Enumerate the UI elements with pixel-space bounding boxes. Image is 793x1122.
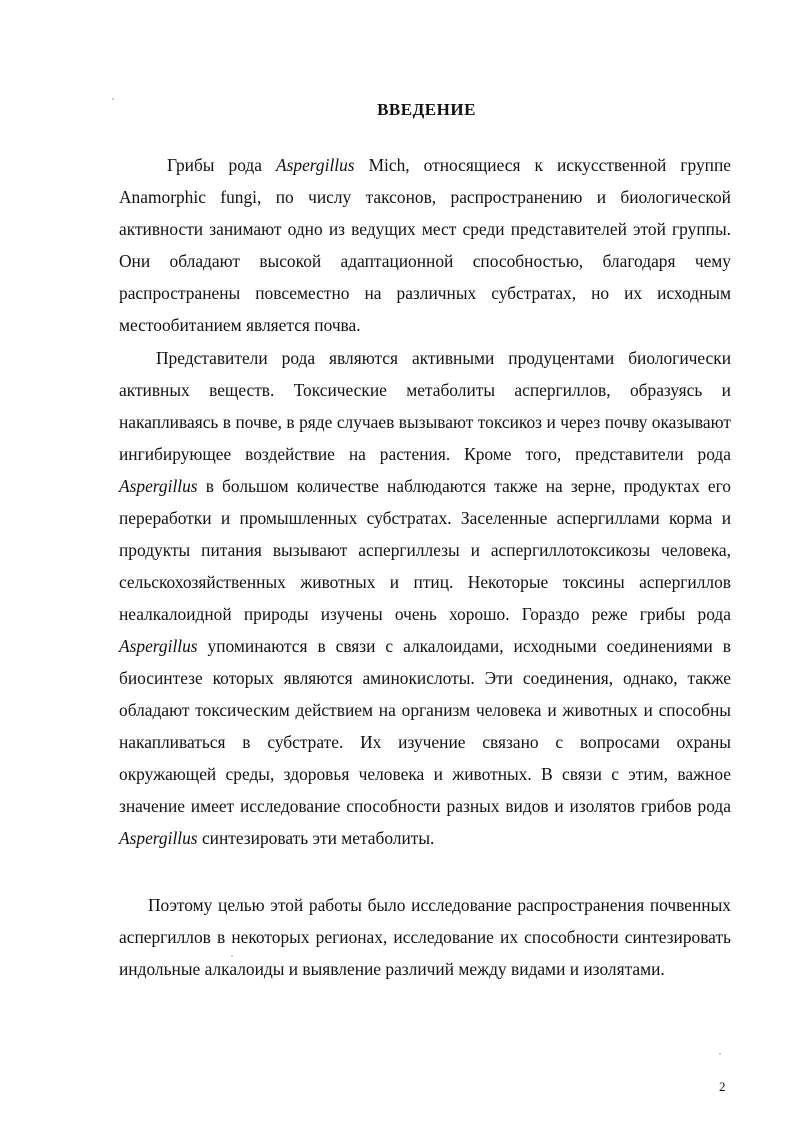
genus-name-italic: Aspergillus [119, 636, 198, 656]
scan-artifact-dot [231, 955, 233, 957]
paragraph-1-run: Mich, относящиеся к искусственной группе Anamorphic fungi, по числу таксонов, распространению и биологической активности занимают одно из ведущих мест среди представителей этой группы. Они обладают высокой адаптационной способностью, благодаря чему распространены повсеместно на различных субстратах, но их исходным местообитанием является почва. [119, 155, 731, 335]
page-title: ВВЕДЕНИЕ [377, 100, 476, 119]
paragraph-goal [119, 889, 731, 985]
genus-name-italic: Aspergillus [275, 155, 355, 175]
paragraph-2-text [119, 342, 731, 854]
scan-artifact-dot [719, 1053, 721, 1055]
paragraph-metabolites [119, 342, 731, 854]
paragraph-2-run: упоминаются в связи с алкалоидами, исходными соединениями в биосинтезе которых являются аминокислоты. Эти соединения, однако, также обладают токсическим действием на организм человека и животных и способны накапливаться в субстрате. Их изучение связано с вопросами охраны окружающей среды, здоровья человека и животных. В связи с этим, важное значение имеет исследование способности разных видов и изолятов грибов рода [119, 636, 731, 816]
paragraph-intro [119, 149, 731, 341]
paragraph-2-run: в большом количестве наблюдаются также на зерне, продуктах его переработки и промышленных субстратах. Заселенные аспергиллами корма и продукты питания вызывают аспергиллезы и аспергиллотоксикозы человека, сельскохозяйственных животных и птиц. Некоторые токсины аспергиллов неалкалоидной природы изучены очень хорошо. Гораздо реже грибы рода [119, 476, 731, 624]
genus-name-italic: Aspergillus [119, 828, 198, 848]
genus-name-italic: Aspergillus [119, 476, 198, 496]
page-number: 2 [719, 1079, 726, 1094]
paragraph-2-run: Представители рода являются активными продуцентами биологически активных веществ. Токсические метаболиты аспергиллов, образуясь и накапливаясь в почве, в ряде случаев вызывают токсикоз и через почву оказывают ингибирующее воздействие на растения. Кроме того, представители рода [119, 348, 731, 464]
scan-artifact-dot [112, 98, 114, 100]
paragraph-1-text [119, 149, 731, 341]
paragraph-2-run: синтезировать эти метаболиты. [197, 828, 435, 848]
paragraph-3-run: Поэтому целью этой работы было исследование распространения почвенных аспергиллов в некоторых регионах, исследование их способности синтезировать индольные алкалоиды и выявление различий между видами и изолятами. [119, 895, 731, 979]
paragraph-1-run: Грибы рода [167, 155, 276, 175]
paragraph-3-text [119, 889, 731, 985]
